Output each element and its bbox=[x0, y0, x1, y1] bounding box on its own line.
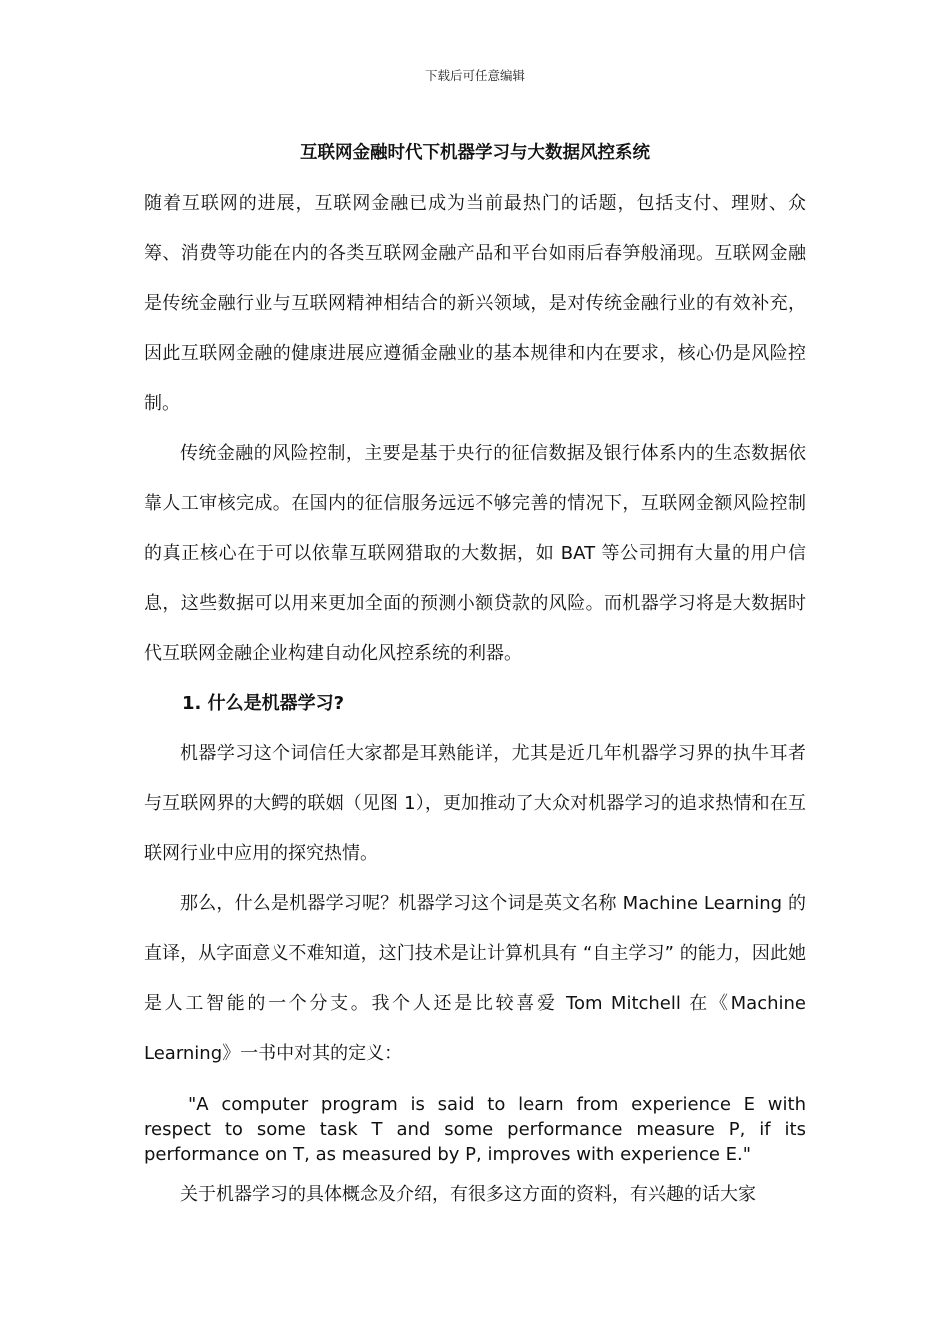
header-note: 下载后可任意编辑 bbox=[424, 68, 525, 83]
paragraph-intro: 随着互联网的进展，互联网金融已成为当前最热门的话题，包括支付、理财、众筹、消费等功能在内的各类互联网金融产品和平台如雨后春笋般涌现。互联网金融是传统金融行业与互联网精神相结合的新兴领域，是对传统金融行业的有效补充，因此互联网金融的健康进展应遵循金融业的基本规律和内在要求，核心仍是风险控制。 bbox=[144, 193, 806, 414]
document-body bbox=[144, 179, 806, 1220]
paragraph-traditional-risk: 传统金融的风险控制，主要是基于央行的征信数据及银行体系内的生态数据依靠人工审核完成。在国内的征信服务远远不够完善的情况下，互联网金额风险控制的真正核心在于可以依靠互联网猎取的大数据，如 BAT 等公司拥有大量的用户信息，这些数据可以用来更加全面的预测小额贷款的风险。而机器学习将是大数据时代互联网金融企业构建自动化风控系统的利器。 bbox=[144, 443, 806, 664]
quote-mitchell-definition: "A computer program is said to learn from experience E with respect to some task T and some performance measure P, if its performance on T, as measured by P, improves with experience E." bbox=[144, 1094, 806, 1165]
document-title: 互联网金融时代下机器学习与大数据风控系统 bbox=[300, 143, 650, 163]
section-heading-what-is-ml: 1. 什么是机器学习? bbox=[182, 693, 345, 714]
paragraph-ml-resources: 关于机器学习的具体概念及介绍，有很多这方面的资料，有兴趣的话大家 bbox=[180, 1184, 756, 1205]
paragraph-ml-definition-intro: 那么，什么是机器学习呢？机器学习这个词是英文名称 Machine Learning 的直译，从字面意义不难知道，这门技术是让计算机具有 “自主学习” 的能力，因此她是人工智能的一个分支。我个人还是比较喜爱 Tom Mitchell 在《Machine Learning》一书中对其的定义： bbox=[144, 893, 806, 1064]
paragraph-ml-popularity: 机器学习这个词信任大家都是耳熟能详，尤其是近几年机器学习界的执牛耳者与互联网界的大鳄的联姻（见图 1），更加推动了大众对机器学习的追求热情和在互联网行业中应用的探究热情。 bbox=[144, 743, 806, 864]
